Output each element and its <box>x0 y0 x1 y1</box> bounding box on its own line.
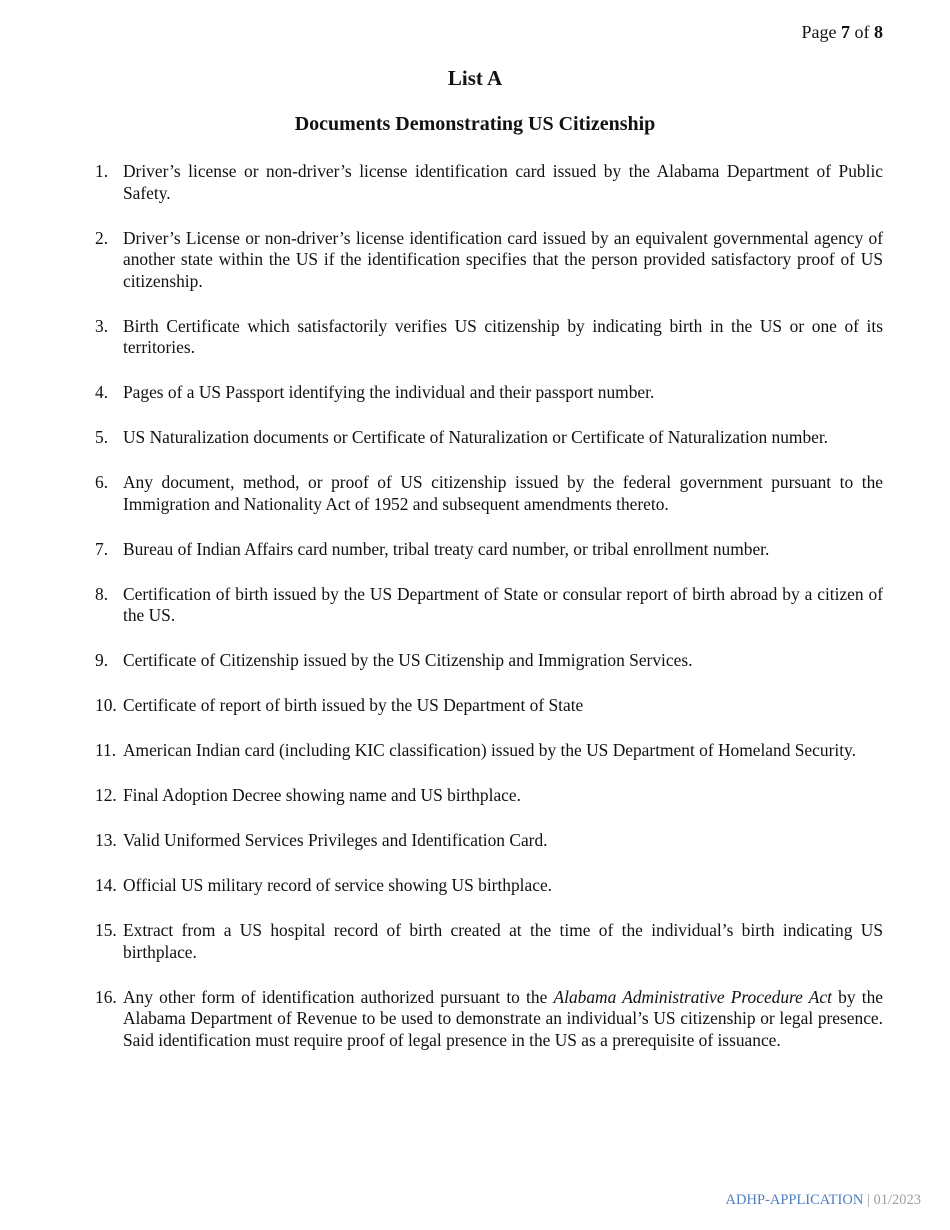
list-item-text: Final Adoption Decree showing name and US birthplace. <box>123 785 521 805</box>
list-item-number: 13. <box>95 830 117 850</box>
page-title: List A <box>447 66 503 90</box>
list-item-text: American Indian card (including KIC classification) issued by the US Department of Homeland Security. <box>123 740 856 760</box>
list-item-number: 1. <box>95 161 109 181</box>
list-item-text: Birth Certificate which satisfactorily verifies US citizenship by indicating birth in the US or one of its territories. <box>123 315 883 357</box>
footer-code: ADHP-APPLICATION <box>725 1192 864 1208</box>
list-item-text: Certificate of report of birth issued by the US Department of State <box>123 695 584 715</box>
list-item-number: 16. <box>95 986 117 1007</box>
list-item-text: Pages of a US Passport identifying the individual and their passport number. <box>123 382 655 402</box>
list-item-number: 5. <box>95 427 109 447</box>
list-item-text: Certificate of Citizenship issued by the US Citizenship and Immigration Services. <box>123 650 693 670</box>
list-item-number: 6. <box>95 472 109 492</box>
list-item-number: 8. <box>95 583 109 604</box>
list-item-text: Bureau of Indian Affairs card number, tribal treaty card number, or tribal enrollment number. <box>123 538 770 559</box>
page-total: 8 <box>874 22 883 42</box>
page-number <box>802 22 884 43</box>
list-item <box>95 785 883 807</box>
list-item <box>95 584 883 627</box>
list-item-number: 9. <box>95 650 109 670</box>
list-item <box>95 539 883 561</box>
list-item <box>95 695 883 717</box>
list-item-text: Official US military record of service showing US birthplace. <box>123 875 553 895</box>
footer-separator: | <box>863 1192 874 1208</box>
list-item <box>95 427 883 449</box>
list-item <box>95 987 883 1052</box>
list-item-number: 12. <box>95 785 117 805</box>
list-item <box>95 830 883 852</box>
list-item <box>95 161 883 204</box>
documents-list <box>95 161 883 1075</box>
list-item-text: Certification of birth issued by the US Department of State or consular report of birth abroad by a citizen of the US. <box>123 583 883 625</box>
footer-date: 01/2023 <box>873 1192 921 1208</box>
list-item-text: Any document, method, or proof of US citizenship issued by the federal government pursuant to the Immigration and Nationality Act of 1952 and subsequent amendments thereto. <box>123 472 883 514</box>
list-item-number: 3. <box>95 315 109 336</box>
page-subtitle: Documents Demonstrating US Citizenship <box>294 113 656 135</box>
page-current: 7 <box>841 22 850 42</box>
list-item-text: Driver’s license or non-driver’s license identification card issued by the Alabama Department of Public Safety. <box>123 161 883 203</box>
list-item-text: Extract from a US hospital record of birth created at the time of the individual’s birth indicating US birthplace. <box>123 920 883 962</box>
list-item <box>95 316 883 359</box>
list-item <box>95 920 883 963</box>
list-item-number: 4. <box>95 382 109 402</box>
list-item-number: 10. <box>95 695 117 715</box>
list-item <box>95 228 883 293</box>
list-item-text: Driver’s License or non-driver’s license identification card issued by an equivalent governmental agency of another state within the US if the identification specifies that the person provided satisfactory proof of US citizenship. <box>123 227 883 291</box>
page-prefix: Page <box>801 22 837 42</box>
list-item <box>95 472 883 515</box>
list-item-text <box>123 987 883 1052</box>
list-item-number: 15. <box>95 920 117 940</box>
footer <box>726 1192 921 1209</box>
list-item-number: 7. <box>95 538 109 559</box>
list-item-number: 14. <box>95 875 117 895</box>
list-item-text: US Naturalization documents or Certificate of Naturalization or Certificate of Naturalization number. <box>123 427 829 447</box>
list-item <box>95 875 883 897</box>
list-item-number: 2. <box>95 227 109 248</box>
act-name: Alabama Administrative Procedure Act <box>553 986 832 1007</box>
page-of: of <box>854 22 870 42</box>
list-item <box>95 650 883 672</box>
list-item-number: 11. <box>95 740 117 760</box>
list-item <box>95 382 883 404</box>
list-item-text-after: by the Alabama Department of Revenue to be used to demonstrate an individual’s US citizenship or legal presence. Said identification must require proof of legal presence in the US as a prerequisite of issuance. <box>123 986 883 1050</box>
list-item <box>95 740 883 762</box>
list-item-text: Valid Uniformed Services Privileges and Identification Card. <box>123 830 548 850</box>
list-item-text-before: Any other form of identification authorized pursuant to the <box>123 986 548 1007</box>
